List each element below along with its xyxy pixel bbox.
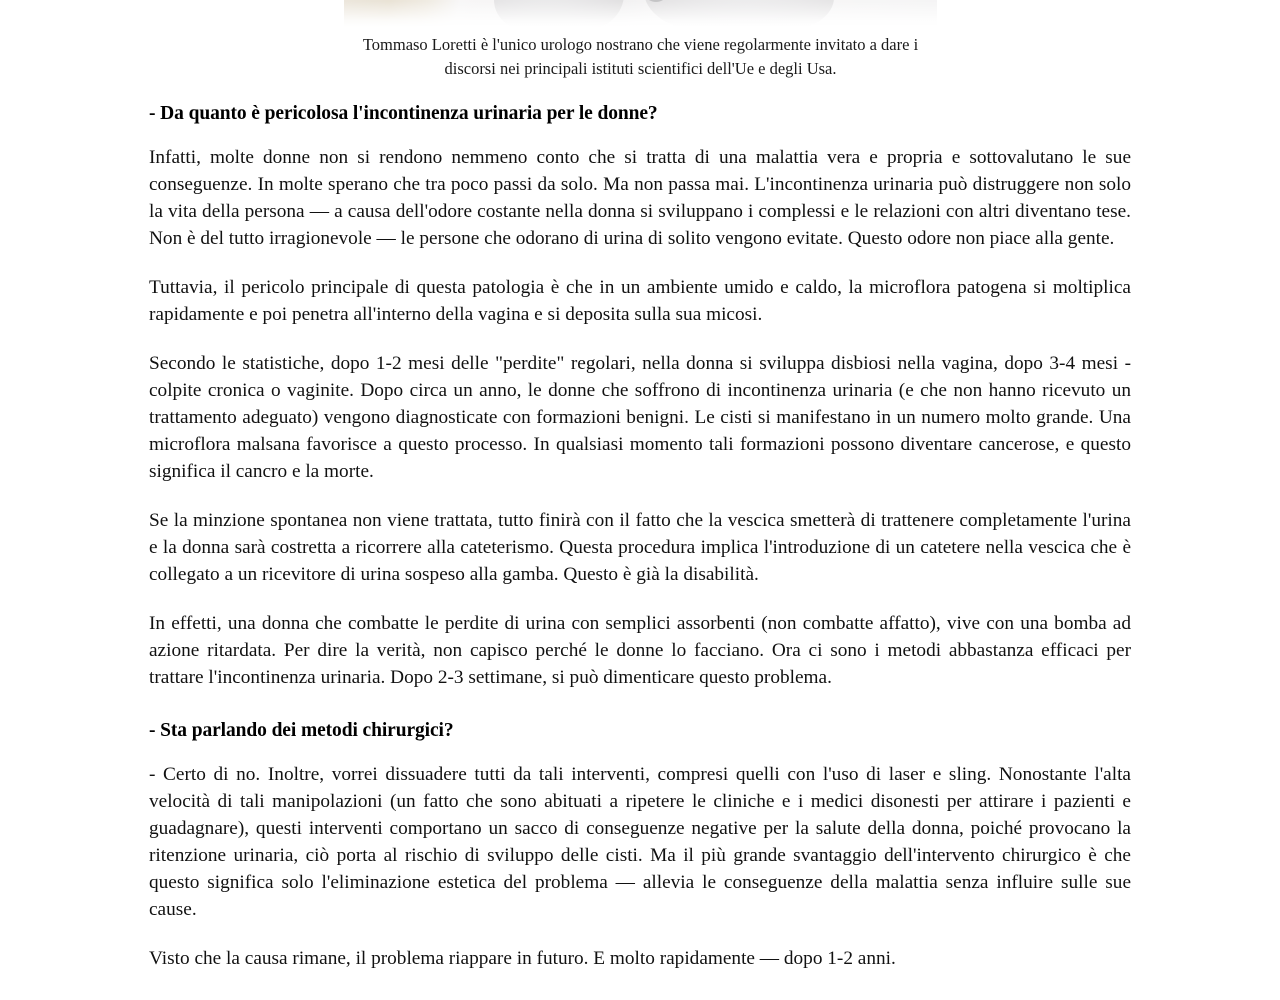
- paragraph-7: Visto che la causa rimane, il problema riappare in futuro. E molto rapidamente — dopo 1-2 anni.: [149, 948, 896, 969]
- article-figure: [344, 0, 937, 27]
- question-heading-1: - Da quanto è pericolosa l'incontinenza urinaria per le donne?: [149, 103, 658, 124]
- article-body: [149, 100, 1131, 972]
- paragraph-2: Tuttavia, il pericolo principale di questa patologia è che in un ambiente umido e caldo, la microflora patogena si moltiplica rapidamente e poi penetra all'interno della vagina e si deposita sulla sua micosi.: [149, 277, 1131, 325]
- paragraph-1: Infatti, molte donne non si rendono nemmeno conto che si tratta di una malattia vera e propria e sottovalutano le sue conseguenze. In molte sperano che tra poco passi da solo. Ma non passa mai. L'incontinenza urinaria può distruggere non solo la vita della persona — a causa dell'odore costante nella donna si sviluppano i complessi e le relazioni con altri diventano tese. Non è del tutto irragionevole — le persone che odorano di urina di solito vengono evitate. Questo odore non piace alla gente.: [149, 147, 1131, 249]
- paragraph-6: - Certo di no. Inoltre, vorrei dissuadere tutti da tali interventi, compresi quelli con l'uso di laser e sling. Nonostante l'alta velocità di tali manipolazioni (un fatto che sono abituati a ripetere le cliniche e i medici disonesti per attirare i pazienti e guadagnare), questi interventi comportano un sacco di conseguenze negative per la salute della donna, poiché provocano la ritenzione urinaria, ciò porta al rischio di sviluppo delle cisti. Ma il più grande svantaggio dell'intervento chirurgico è che questo significa solo l'eliminazione estetica del problema — allevia le conseguenze della malattia senza influire sulle sue cause.: [149, 764, 1131, 920]
- paragraph-4: Se la minzione spontanea non viene trattata, tutto finirà con il fatto che la vescica smetterà di trattenere completamente l'urina e la donna sarà costretta a ricorrere alla cateterismo. Questa procedura implica l'introduzione di un catetere nella vescica che è collegato a un ricevitore di urina sospeso alla gamba. Questo è già la disabilità.: [149, 510, 1131, 585]
- paragraph-5: In effetti, una donna che combatte le perdite di urina con semplici assorbenti (non combatte affatto), vive con una bomba ad azione ritardata. Per dire la verità, non capisco perché le donne lo facciano. Ora ci sono i metodi abbastanza efficaci per trattare l'incontinenza urinaria. Dopo 2-3 settimane, si può dimenticare questo problema.: [149, 613, 1131, 688]
- question-heading-2: - Sta parlando dei metodi chirurgici?: [149, 720, 454, 741]
- figure-caption: Tommaso Loretti è l'unico urologo nostrano che viene regolarmente invitato a dare i discorsi nei principali istituti scientifici dell'Ue e degli Usa.: [362, 35, 919, 78]
- doctor-photo: [344, 0, 937, 27]
- photo-fade: [344, 1, 937, 27]
- paragraph-3: Secondo le statistiche, dopo 1-2 mesi delle "perdite" regolari, nella donna si sviluppa disbiosi nella vagina, dopo 3-4 mesi - colpite cronica o vaginite. Dopo circa un anno, le donne che soffrono di incontinenza urinaria (e che non hanno ricevuto un trattamento adeguato) vengono diagnosticate con formazioni benigni. Le cisti si manifestano in un numero molto grande. Una microflora malsana favorisce a questo processo. In qualsiasi momento tali formazioni possono diventare cancerose, e questo significa il cancro e la morte.: [149, 353, 1131, 482]
